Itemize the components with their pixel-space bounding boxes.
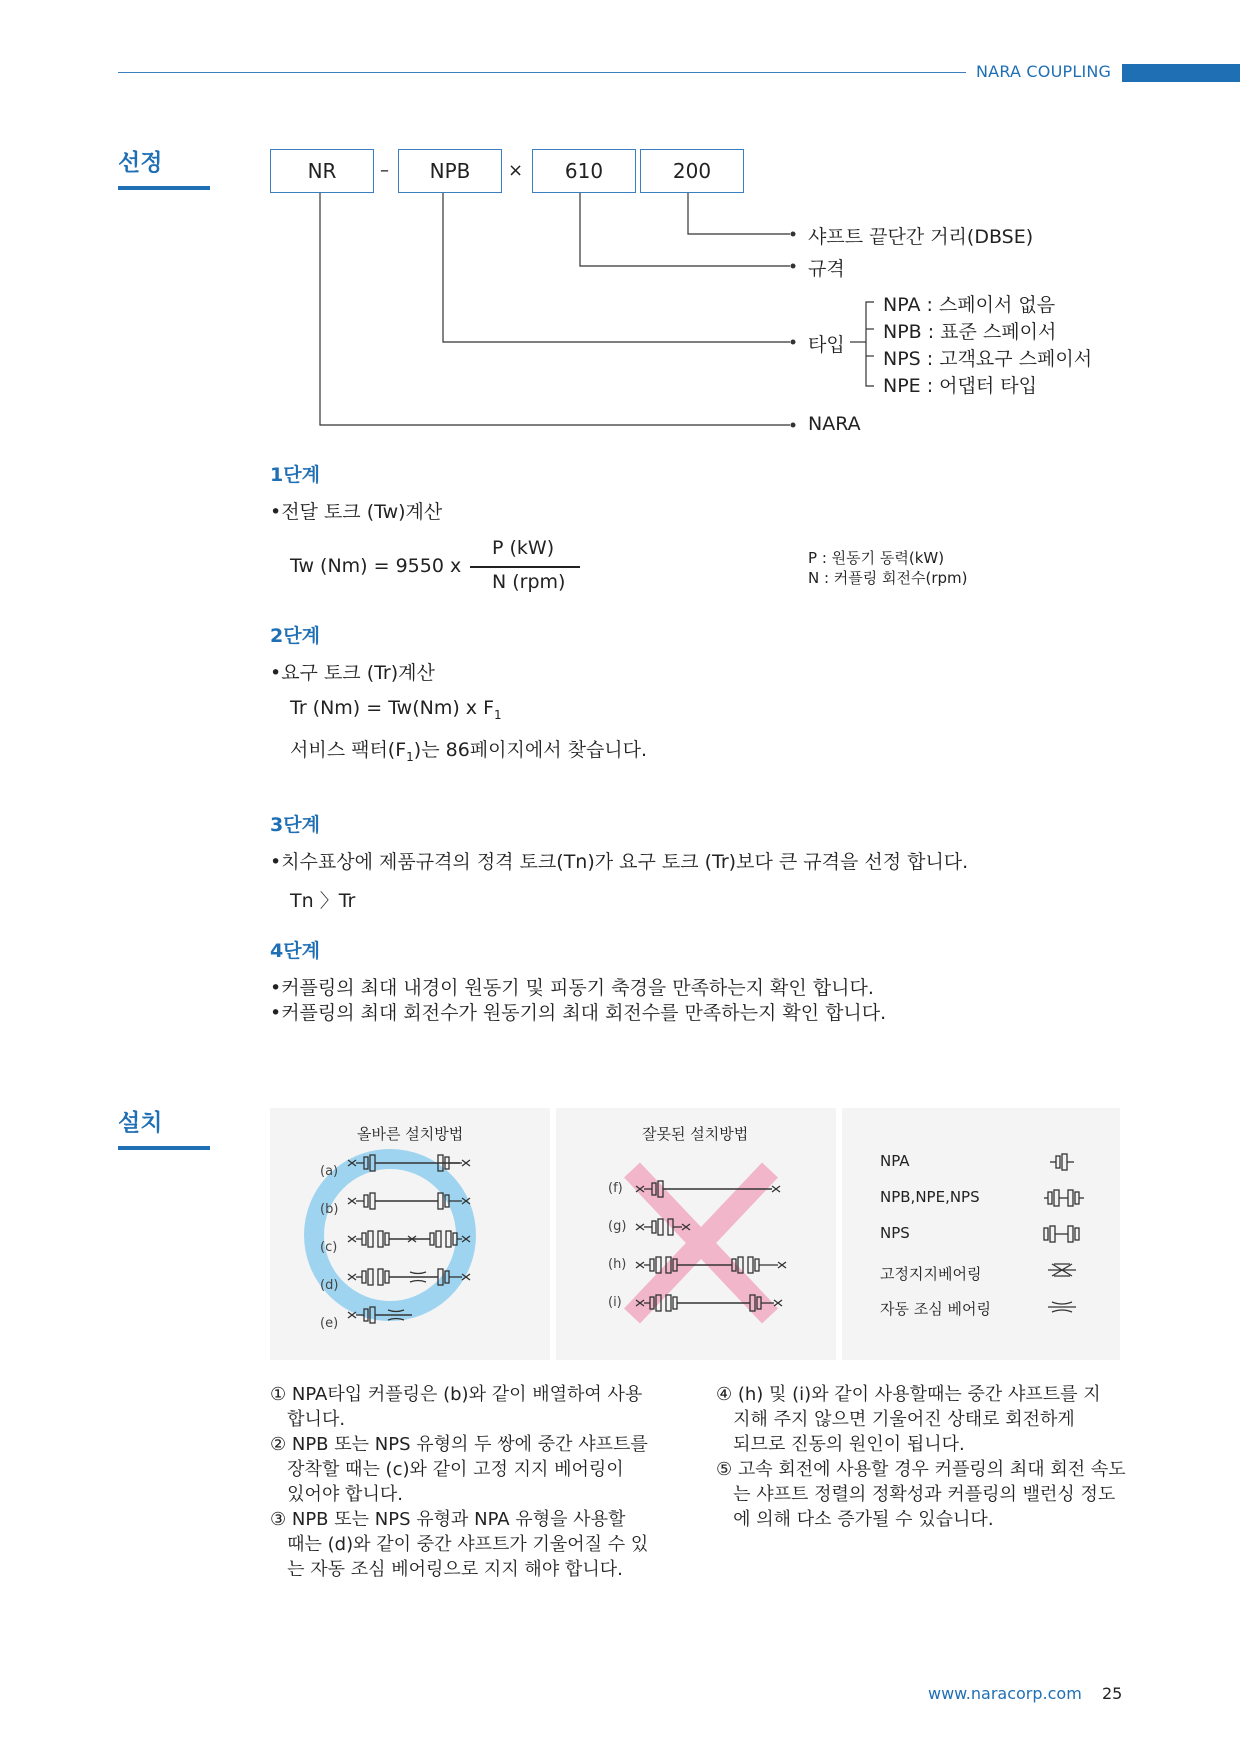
connector-nara [320,193,790,425]
step4-line1: •커플링의 최대 내경이 원동기 및 피동기 축경을 만족하는지 확인 합니다. [270,977,874,999]
wrong-label-h: (h) [608,1257,627,1272]
legend-self-aligning-bearing-label: 자동 조심 베어링 [880,1300,991,1318]
note-right-line: 에 의해 다소 증가될 수 있습니다. [716,1509,994,1530]
legend-npb-label: NPB,NPE,NPS [880,1188,980,1206]
nps-symbol-icon [1044,1226,1079,1242]
step2-formula-sub: 1 [494,707,502,722]
wrong-label-g: (g) [608,1219,627,1234]
note-left-line: ③ NPB 또는 NPS 유형과 NPA 유형을 사용할 [270,1509,626,1530]
correct-label-b: (b) [320,1202,339,1217]
correct-label-a: (a) [320,1164,339,1179]
legend-symbols [1040,1150,1090,1320]
step2-formula-main: Tr (Nm) = Tw(Nm) x F [290,697,495,719]
wrong-label-i: (i) [608,1295,622,1310]
note-right-line: 지해 주지 않으면 기울어진 상태로 회전하게 [716,1409,1075,1430]
step3-formula: Tn 〉Tr [290,890,356,912]
step1-text: •전달 토크 (Tw)계산 [270,501,443,523]
note-left-line: 합니다. [270,1409,346,1430]
code-box-dbse: 200 [640,149,744,193]
legend-nps-label: NPS [880,1224,910,1242]
step1-formula-left: Tw (Nm) = 9550 x [290,555,462,577]
step2-formula [290,697,502,722]
footer-url[interactable]: www.naracorp.com [928,1684,1082,1703]
step1-note-p: P : 원동기 동력(kW) [808,549,945,567]
note-right-line: ⑤ 고속 회전에 사용할 경우 커플링의 최대 회전 속도 [716,1459,1126,1480]
section-title-installation: 설치 [118,1110,163,1136]
fraction-bar [470,566,580,568]
legend-spec: 규격 [808,258,845,280]
connector-spec [580,193,790,266]
legend-fixed-bearing-label: 고정지지베어링 [880,1265,982,1283]
step2-title: 2단계 [270,625,320,647]
step3-text: •치수표상에 제품규격의 정격 토크(Tn)가 요구 토크 (Tr)보다 큰 규격을 선정 합니다. [270,851,969,873]
step2-service [290,735,647,764]
legend-npa-label: NPA [880,1152,910,1170]
correct-label-d: (d) [320,1278,339,1293]
legend-type: 타입 [808,334,845,356]
page-number: 25 [1102,1684,1123,1703]
step2-service-pre: 서비스 팩터(F [290,739,407,761]
step1-note-n: N : 커플링 회전수(rpm) [808,569,968,587]
step2-service-post: )는 86페이지에서 찾습니다. [413,739,648,761]
type-option-npb: NPB : 표준 스페이서 [883,321,1057,343]
step1-denominator: N (rpm) [492,571,566,593]
wrong-title: 잘못된 설치방법 [642,1125,749,1143]
type-option-npe: NPE : 어댑터 타입 [883,375,1037,397]
note-left-line: 있어야 합니다. [270,1484,403,1505]
correct-label-c: (c) [320,1240,338,1255]
code-dash: – [380,160,389,181]
step3-title: 3단계 [270,814,320,836]
self-aligning-bearing-icon [1048,1302,1076,1312]
step4-line2: •커플링의 최대 회전수가 원동기의 최대 회전수를 만족하는지 확인 합니다. [270,1002,887,1024]
correct-installation-diagram [270,1140,550,1360]
correct-title: 올바른 설치방법 [357,1125,464,1143]
type-option-npa: NPA : 스페이서 없음 [883,294,1056,316]
step2-text: •요구 토크 (Tr)계산 [270,662,435,684]
npb-symbol-icon [1044,1190,1084,1206]
note-right-line: ④ (h) 및 (i)와 같이 사용할때는 중간 샤프트를 지 [716,1384,1101,1405]
code-connector-lines [0,0,1240,440]
notes-right [716,1382,1126,1532]
note-left-line: 장착할 때는 (c)와 같이 고정 지지 베어링이 [270,1459,624,1480]
connector-type [443,193,790,342]
note-left-line: 는 자동 조심 베어링으로 지지 해야 합니다. [270,1559,623,1580]
legend-nara: NARA [808,413,861,435]
code-box-series: NR [270,149,374,193]
type-option-nps: NPS : 고객요구 스페이서 [883,348,1093,370]
npa-symbol-icon [1050,1154,1074,1170]
note-left-line: ① NPA타입 커플링은 (b)와 같이 배열하여 사용 [270,1384,643,1405]
legend-dbse: 샤프트 끝단간 거리(DBSE) [808,226,1034,248]
code-box-size: 610 [532,149,636,193]
step1-numerator: P (kW) [492,537,555,559]
notes-left [270,1382,648,1582]
row-c [348,1231,470,1247]
wrong-installation-diagram [556,1140,836,1360]
correct-label-e: (e) [320,1316,339,1331]
note-right-line: 되므로 진동의 원인이 됩니다. [716,1434,965,1455]
section-title-selection: 선정 [118,150,163,176]
step2-service-sub: 1 [406,749,414,764]
note-left-line: 때는 (d)와 같이 중간 샤프트가 기울어질 수 있 [270,1534,649,1555]
note-right-line: 는 샤프트 정렬의 정확성과 커플링의 밸런싱 정도 [716,1484,1116,1505]
wrong-cross-icon [632,1170,770,1316]
step4-title: 4단계 [270,940,320,962]
note-left-line: ② NPB 또는 NPS 유형의 두 쌍에 중간 샤프트를 [270,1434,648,1455]
fixed-bearing-icon [1048,1264,1076,1276]
wrong-label-f: (f) [608,1181,623,1196]
header-brand: NARA COUPLING [976,62,1112,81]
connector-dbse [688,193,790,234]
step1-title: 1단계 [270,464,320,486]
section-rule-installation [118,1146,210,1150]
code-box-type: NPB [398,149,502,193]
code-times: × [508,160,524,181]
